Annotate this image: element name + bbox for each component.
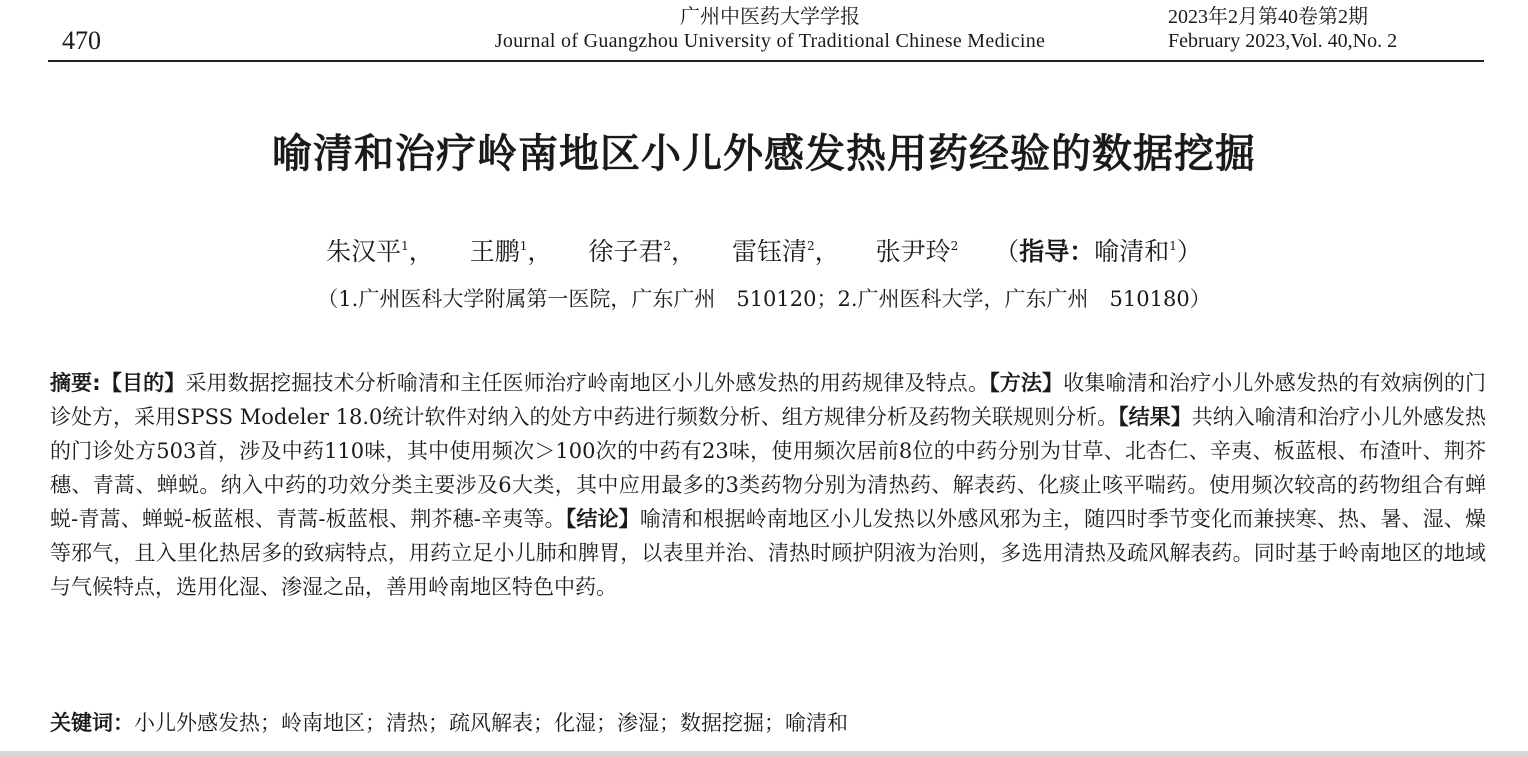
article-title: 喻清和治疗岭南地区小儿外感发热用药经验的数据挖掘 xyxy=(272,131,1256,177)
mentor xyxy=(994,232,1202,268)
author-affiliation-mark: 2 xyxy=(806,239,815,253)
keywords xyxy=(50,706,1486,740)
journal-title-cn: 广州中医药大学学报 xyxy=(680,4,860,28)
abstract-section-text: 喻清和根据岭南地区小儿发热以外感风邪为主，随四时季节变化而兼挟寒、热、暑、湿、燥等邪气，且入里化热居多的致病特点，用药立足小儿肺和脾胃，以表里并治、清热时顾护阴液为治则，多选用清热及疏风解表药。同时基于岭南地区的地域与气候特点，选用化湿、渗湿之品，善用岭南地区特色中药。 xyxy=(50,507,1486,599)
abstract-section-label: 【结论】 xyxy=(565,507,640,531)
author-separator: ， xyxy=(671,237,697,266)
author-list xyxy=(0,232,1528,268)
author-affiliation-mark: 1 xyxy=(519,239,528,253)
author xyxy=(470,232,553,268)
author-name: 徐子君 xyxy=(588,237,664,266)
author-separator: ， xyxy=(814,237,840,266)
author xyxy=(876,232,959,268)
author xyxy=(732,232,840,268)
abstract-section-label: 【方法】 xyxy=(989,371,1064,395)
abstract-section-label: 【目的】 xyxy=(100,371,186,395)
mentor-name: 喻清和 xyxy=(1094,237,1170,266)
author-affiliation-mark: 2 xyxy=(950,239,959,253)
author-separator: ， xyxy=(527,237,553,266)
mentor-affiliation-mark: 1 xyxy=(1169,239,1177,253)
abstract-section-text: 收集喻清和治疗小儿外感发热的有效病例的门诊处方，采用SPSS Modeler 18.0统计软件对纳入的处方中药进行频数分析、组方规律分析及药物关联规则分析。 xyxy=(50,371,1487,429)
mentor-open-paren: （ xyxy=(994,237,1020,266)
abstract xyxy=(50,366,1486,604)
author-name: 张尹玲 xyxy=(875,237,951,266)
abstract-label: 摘要: xyxy=(50,371,101,395)
header-divider xyxy=(48,60,1484,62)
page-number: 470 xyxy=(62,26,101,55)
author xyxy=(588,232,696,268)
author-name: 王鹏 xyxy=(469,237,520,266)
abstract-section-text: 采用数据挖掘技术分析喻清和主任医师治疗岭南地区小儿外感发热的用药规律及特点。 xyxy=(185,371,990,395)
journal-title-en: Journal of Guangzhou University of Traditional Chinese Medicine xyxy=(494,30,1046,52)
bottom-divider xyxy=(0,751,1528,757)
author-affiliation-mark: 2 xyxy=(663,239,671,253)
abstract-section-label: 【结果】 xyxy=(1118,405,1192,429)
author-name: 朱汉平 xyxy=(326,237,402,266)
author xyxy=(326,232,434,268)
keywords-label: 关键词： xyxy=(50,711,134,735)
author-affiliation-mark: 1 xyxy=(401,239,409,253)
issue-date-en: February 2023,Vol. 40,No. 2 xyxy=(1168,30,1398,52)
affiliations: （1.广州医科大学附属第一医院，广东广州 510120；2.广州医科大学，广东广州 510180） xyxy=(317,287,1211,311)
author-name: 雷钰清 xyxy=(731,237,807,266)
abstract-section-text: 共纳入喻清和治疗小儿外感发热的门诊处方503首，涉及中药110味，其中使用频次＞100次的中药有23味，使用频次居前8位的中药分别为甘草、北杏仁、辛夷、板蓝根、布渣叶、荆芥穗、青蒿、蝉蜕。纳入中药的功效分类主要涉及6大类，其中应用最多的3类药物分别为清热药、解表药、化痰止咳平喘药。使用频次较高的药物组合有蝉蜕-青蒿、蝉蜕-板蓝根、青蒿-板蓝根、荆芥穗-辛夷等。 xyxy=(50,405,1487,531)
keywords-text: 小儿外感发热；岭南地区；清热；疏风解表；化湿；渗湿；数据挖掘；喻清和 xyxy=(134,711,848,735)
mentor-close-paren: ） xyxy=(1176,237,1202,266)
issue-date-cn: 2023年2月第40卷第2期 xyxy=(1168,6,1368,28)
author-separator: ， xyxy=(408,237,434,266)
mentor-label: 指导： xyxy=(1019,237,1095,266)
